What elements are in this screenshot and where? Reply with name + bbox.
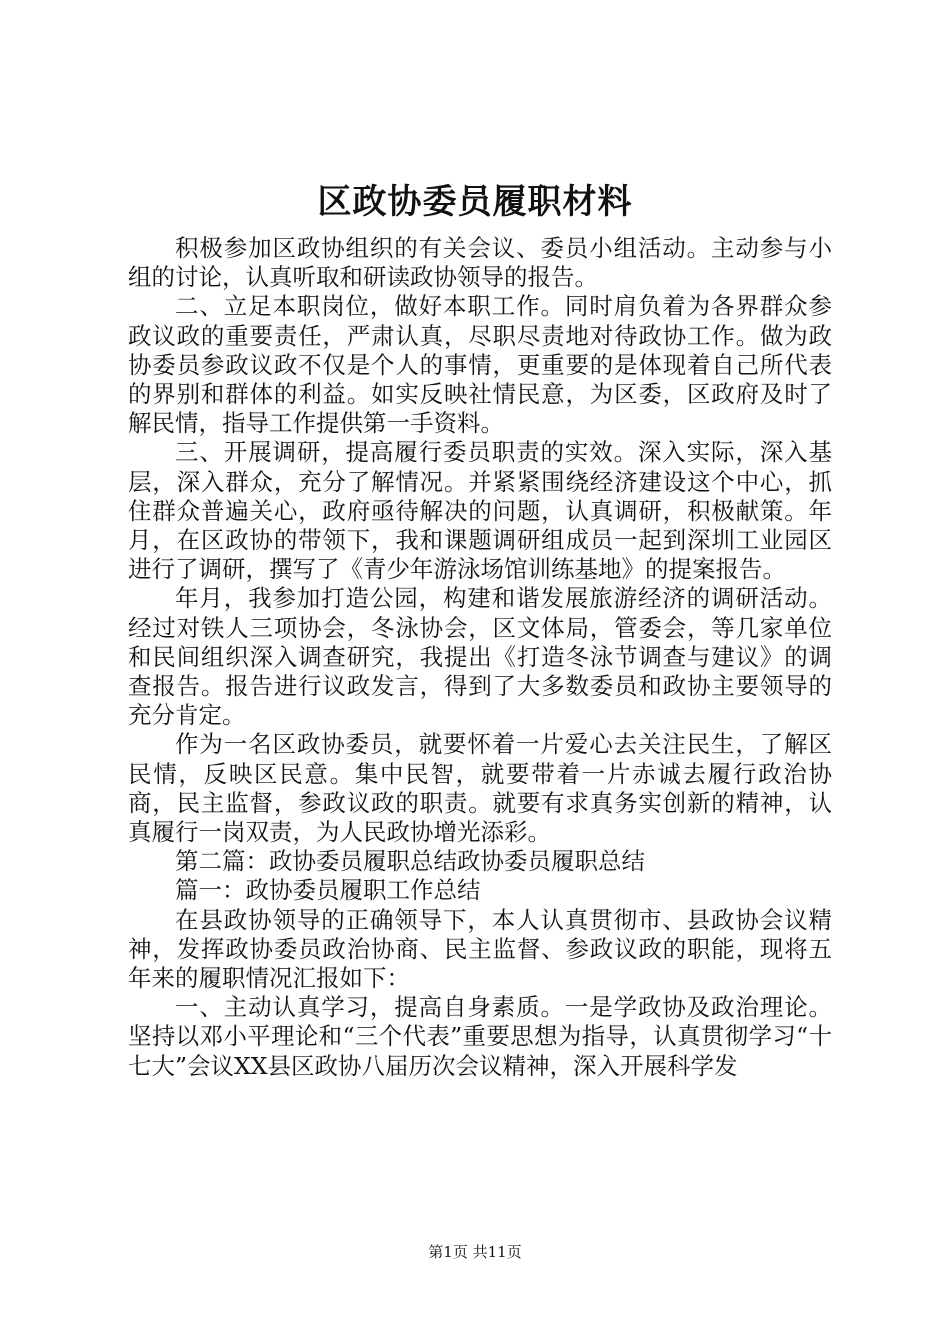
paragraph: 一、主动认真学习，提高自身素质。一是学政协及政治理论。坚持以邓小平理论和“三个代表”重要思想为指导，认真贯彻学习“十七大”会议XX县区政协八届历次会议精神，深入开展科学发	[128, 993, 832, 1080]
paragraph: 二、立足本职岗位，做好本职工作。同时肩负着为各界群众参政议政的重要责任，严肃认真，尽职尽责地对待政协工作。做为政协委员参政议政不仅是个人的事情，更重要的是体现着自己所代表的界别和群体的利益。如实反映社情民意，为区委，区政府及时了解民情，指导工作提供第一手资料。	[128, 292, 832, 438]
section-heading: 第二篇：政协委员履职总结政协委员履职总结	[175, 847, 645, 876]
paragraph: 三、开展调研，提高履行委员职责的实效。深入实际，深入基层，深入群众，充分了解情况。并紧紧围绕经济建设这个中心，抓住群众普遍关心，政府亟待解决的问题，认真调研，积极献策。年月，在区政协的带领下，我和课题调研组成员一起到深圳工业园区进行了调研，撰写了《青少年游泳场馆训练基地》的提案报告。	[128, 438, 832, 584]
section-subheading: 篇一：政协委员履职工作总结	[175, 876, 481, 905]
paragraph: 在县政协领导的正确领导下，本人认真贯彻市、县政协会议精神，发挥政协委员政治协商、民主监督、参政议政的职能，现将五年来的履职情况汇报如下：	[128, 905, 832, 993]
paragraph: 积极参加区政协组织的有关会议、委员小组活动。主动参与小组的讨论，认真听取和研读政协领导的报告。	[128, 234, 832, 292]
document-title: 区政协委员履职材料	[317, 182, 633, 222]
paragraph: 年月，我参加打造公园，构建和谐发展旅游经济的调研活动。经过对铁人三项协会，冬泳协会，区文体局，管委会，等几家单位和民间组织深入调查研究，我提出《打造冬泳节调查与建议》的调查报告。报告进行议政发言，得到了大多数委员和政协主要领导的充分肯定。	[128, 584, 832, 730]
paragraph: 作为一名区政协委员，就要怀着一片爱心去关注民生，了解区民情，反映区民意。集中民智，就要带着一片赤诚去履行政治协商，民主监督，参政议政的职责。就要有求真务实创新的精神，认真履行一岗双责，为人民政协增光添彩。	[128, 730, 832, 847]
document-body	[128, 234, 832, 1081]
page-footer: 第1页 共11页	[428, 1243, 522, 1261]
